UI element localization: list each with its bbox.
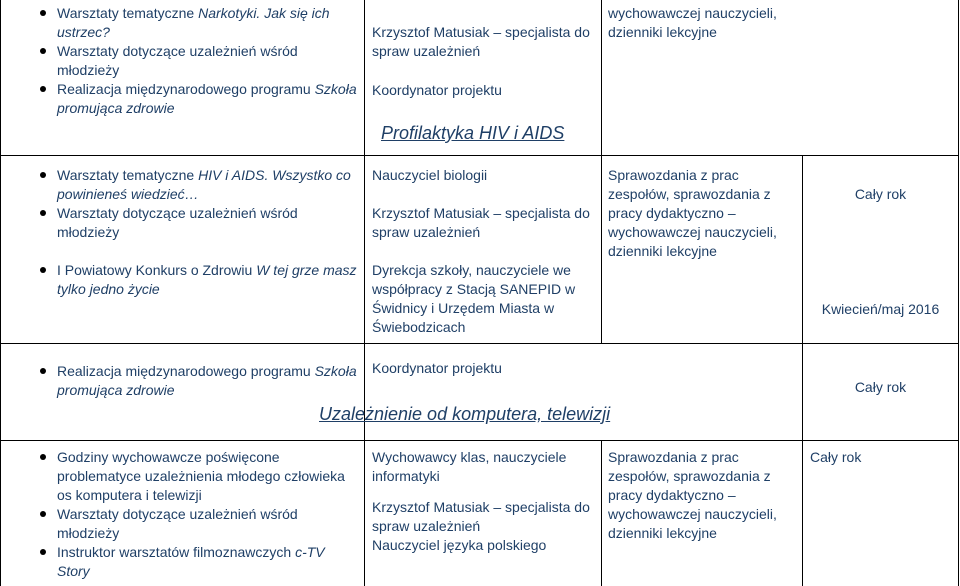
- row-divider: [0, 343, 959, 344]
- comp-responsible-cell: [372, 448, 597, 555]
- comp-timeline-cell: [810, 448, 955, 467]
- column-divider: [364, 0, 365, 586]
- responsible-person: Koordynator projektu: [372, 82, 502, 98]
- list-item: Warsztaty dotyczące uzależnień wśród młodzieży: [36, 505, 358, 543]
- list-item: Warsztaty tematyczne Narkotyki. Jak się ich ustrzec?: [36, 4, 358, 42]
- hiv-activities-cell: [36, 166, 358, 299]
- column-divider: [601, 440, 602, 586]
- top-activities-cell: [36, 4, 358, 118]
- list-item: Realizacja międzynarodowego programu Szkoła promująca zdrowie: [36, 362, 358, 400]
- hiv-responsible-cell: [372, 166, 597, 337]
- mid-activities-cell: [36, 362, 358, 400]
- row-divider: [0, 155, 959, 156]
- column-divider: [802, 155, 803, 586]
- list-item: Warsztaty dotyczące uzależnień wśród młodzieży: [36, 204, 358, 242]
- responsible-person: Krzysztof Matusiak – specjalista do spraw uzależnień: [372, 24, 590, 59]
- mid-timeline-cell: [803, 378, 958, 397]
- column-divider: [601, 155, 602, 343]
- hiv-evaluation-cell: Sprawozdania z prac zespołów, sprawozdania z pracy dydaktyczno – wychowawczej nauczycieli, dzienniki lekcyjne: [608, 167, 777, 259]
- top-responsible-cell: [372, 23, 597, 100]
- column-divider: [601, 0, 602, 155]
- responsible-person: Nauczyciel biologii: [372, 167, 488, 183]
- responsible-person: Wychowawcy klas, nauczyciele informatyki: [372, 449, 567, 484]
- timeline-value: Kwiecień/maj 2016: [821, 301, 940, 317]
- responsible-person: Krzysztof Matusiak – specjalista do spraw uzależnień: [372, 205, 590, 240]
- row-divider: [0, 440, 959, 441]
- mid-responsible-cell: [372, 359, 597, 378]
- hiv-timeline-cell-2: [803, 300, 958, 319]
- table-border-left: [0, 0, 1, 586]
- section-title: Profilaktyka HIV i AIDS: [381, 123, 565, 143]
- list-item: Godziny wychowawcze poświęcone problematyce uzależnienia młodego człowieka os komputera i telewizji: [36, 448, 358, 505]
- table-border-right: [958, 0, 959, 586]
- comp-activities-cell: [36, 448, 358, 581]
- list-item: Realizacja międzynarodowego programu Szkoła promująca zdrowie: [36, 80, 358, 118]
- list-item: Instruktor warsztatów filmoznawczych c-TV Story: [36, 543, 358, 581]
- responsible-person: Dyrekcja szkoły, nauczyciele we współpracy z Stacją SANEPID w Świdnicy i Urzędem Miasta w Świebodzicach: [372, 262, 576, 335]
- list-item: Warsztaty dotyczące uzależnień wśród młodzieży: [36, 42, 358, 80]
- responsible-person: Krzysztof Matusiak – specjalista do spraw uzależnień: [372, 499, 590, 534]
- list-item: I Powiatowy Konkurs o Zdrowiu W tej grze masz tylko jedno życie: [36, 261, 358, 299]
- responsible-person: Nauczyciel języka polskiego: [372, 537, 547, 553]
- comp-evaluation-cell: Sprawozdania z prac zespołów, sprawozdania z pracy dydaktyczno – wychowawczej nauczycieli, dzienniki lekcyjne: [608, 449, 777, 541]
- timeline-value: Cały rok: [810, 449, 862, 465]
- timeline-value: Cały rok: [854, 186, 907, 202]
- timeline-value: Cały rok: [854, 379, 907, 395]
- top-evaluation-cell: wychowawczej nauczycieli, dzienniki lekcyjne: [608, 5, 777, 40]
- list-item: Warsztaty tematyczne HIV i AIDS. Wszystko co powinieneś wiedzieć…: [36, 166, 358, 204]
- section-title: Uzależnienie od komputera, telewizji: [319, 404, 611, 424]
- hiv-timeline-cell: [803, 185, 958, 204]
- responsible-person: Koordynator projektu: [372, 360, 502, 376]
